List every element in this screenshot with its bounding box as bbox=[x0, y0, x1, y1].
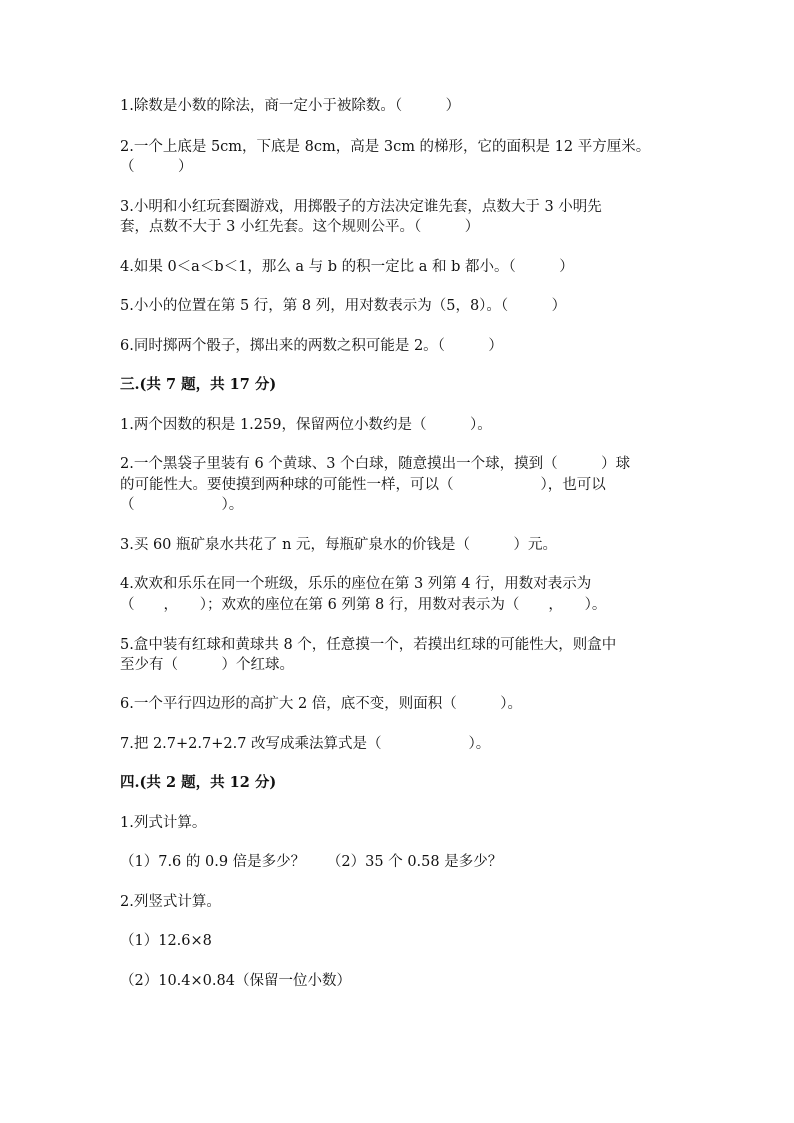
calc-question-2: 2.列竖式计算。 bbox=[120, 894, 221, 910]
judgement-question-4: 4.如果 0＜a＜b＜1，那么 a 与 b 的积一定比 a 和 b 都小。（ ） bbox=[120, 259, 574, 275]
fill-question-7: 7.把 2.7+2.7+2.7 改写成乘法算式是（ ）。 bbox=[120, 736, 491, 752]
fill-question-2: 2.一个黑袋子里装有 6 个黄球、3 个白球，随意摸出一个球，摸到（ ）球 bbox=[120, 456, 631, 472]
fill-question-5: 5.盒中装有红球和黄球共 8 个，任意摸一个，若摸出红球的可能性大，则盒中 bbox=[120, 637, 617, 653]
fill-question-1: 1.两个因数的积是 1.259，保留两位小数约是（ ）。 bbox=[120, 417, 492, 433]
judgement-question-6: 6.同时掷两个骰子，掷出来的两数之积可能是 2。（ ） bbox=[120, 338, 503, 354]
fill-question-4: 4.欢欢和乐乐在同一个班级，乐乐的座位在第 3 列第 4 行，用数对表示为 bbox=[120, 576, 592, 592]
section-4-heading: 四.(共 2 题，共 12 分) bbox=[120, 774, 277, 791]
calc-question-2-item-2: （2）10.4×0.84（保留一位小数） bbox=[120, 973, 351, 989]
judgement-question-3-cont: 套，点数不大于 3 小红先套。这个规则公平。（ ） bbox=[120, 219, 480, 235]
calc-question-1: 1.列式计算。 bbox=[120, 815, 207, 831]
fill-question-4-cont: （ ， ）；欢欢的座位在第 6 列第 8 行，用数对表示为（ ， ）。 bbox=[120, 597, 607, 613]
judgement-question-2: 2.一个上底是 5cm，下底是 8cm，高是 3cm 的梯形，它的面积是 12 平方厘米。 bbox=[120, 139, 651, 155]
judgement-question-1: 1.除数是小数的除法，商一定小于被除数。（ ） bbox=[120, 98, 461, 114]
calc-question-1-items: （1）7.6 的 0.9 倍是多少？ （2）35 个 0.58 是多少？ bbox=[120, 854, 503, 870]
section-3-heading: 三.(共 7 题，共 17 分) bbox=[120, 376, 277, 393]
fill-question-2-cont2: （ ）。 bbox=[120, 497, 244, 513]
fill-question-5-cont: 至少有（ ）个红球。 bbox=[120, 657, 294, 673]
fill-question-2-cont: 的可能性大。要使摸到两种球的可能性一样，可以（ ），也可以 bbox=[120, 477, 606, 493]
judgement-question-2-cont: （ ） bbox=[120, 159, 193, 175]
fill-question-6: 6.一个平行四边形的高扩大 2 倍，底不变，则面积（ ）。 bbox=[120, 696, 523, 712]
judgement-question-5: 5.小小的位置在第 5 行，第 8 列，用对数表示为（5，8）。（ ） bbox=[120, 298, 567, 314]
calc-question-2-item-1: （1）12.6×8 bbox=[120, 933, 212, 949]
fill-question-3: 3.买 60 瓶矿泉水共花了 n 元，每瓶矿泉水的价钱是（ ）元。 bbox=[120, 537, 558, 553]
judgement-question-3: 3.小明和小红玩套圈游戏，用掷骰子的方法决定谁先套，点数大于 3 小明先 bbox=[120, 199, 602, 215]
